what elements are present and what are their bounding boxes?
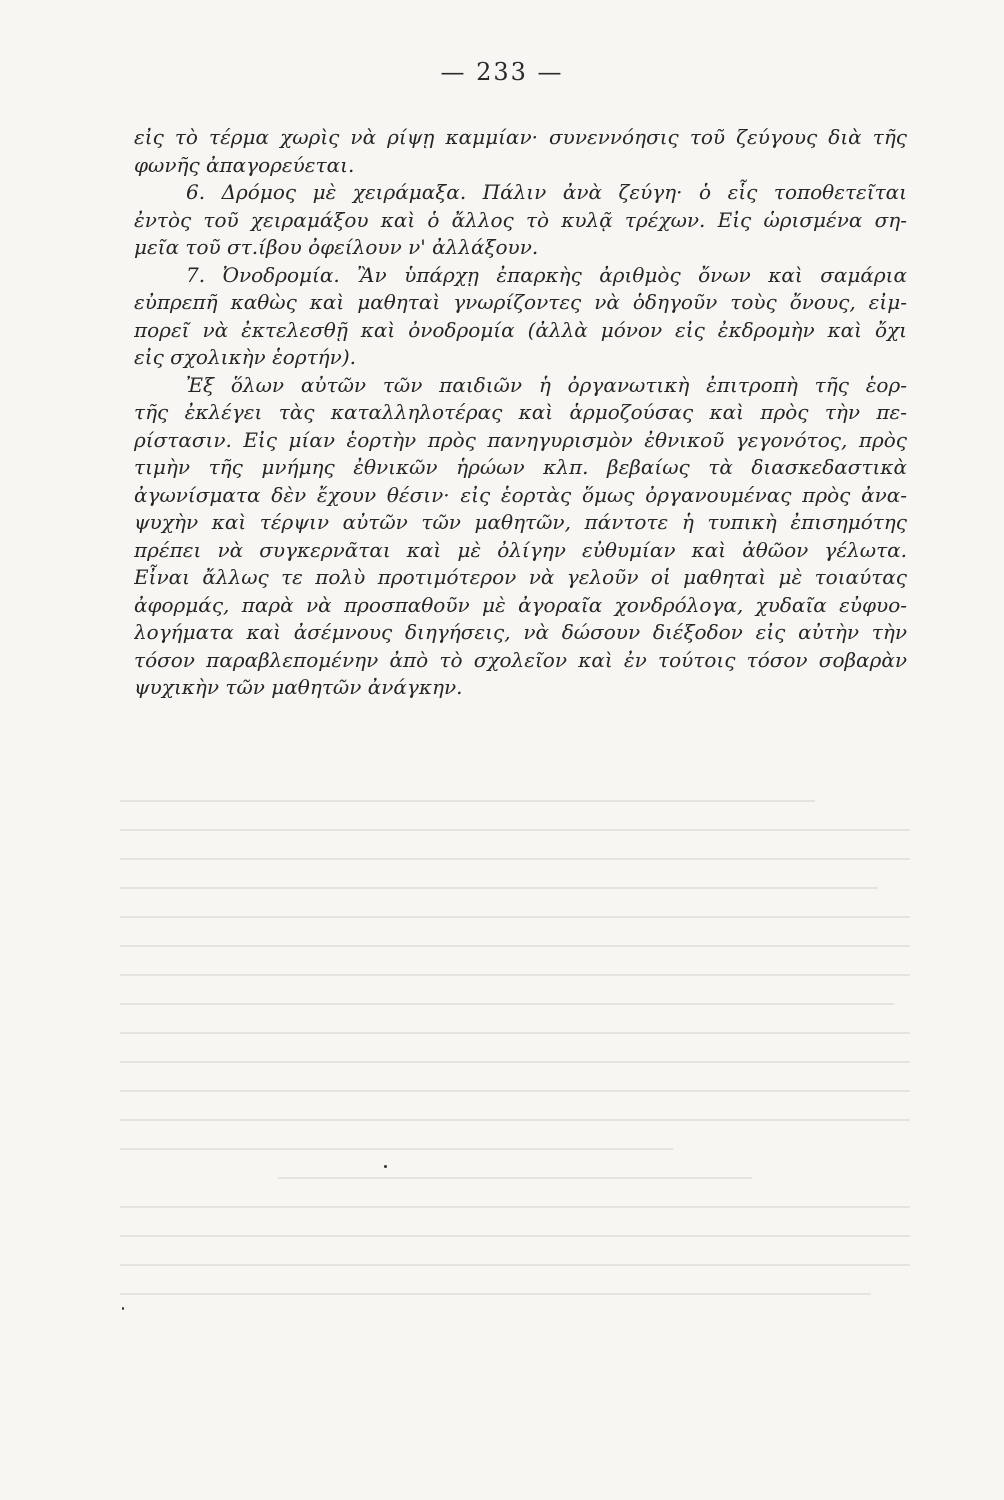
text-line: ἀγωνίσματα δὲν ἔχουν θέσιν· εἰς ἑορτὰς ὅμως ὀργανουμένας πρὸς ἀνα- [134,482,907,507]
text-line: τῆς ἐκλέγει τὰς καταλληλοτέρας καὶ ἁρμοζούσας καὶ πρὸς τὴν πε- [134,400,907,424]
text-line: φωνῆς ἀπαγορεύεται. [134,152,355,177]
body-text [134,124,907,702]
text-line: Εἶναι ἄλλως τε πολὺ προτιμότερον νὰ γελοῦν οἱ μαθηταὶ μὲ τοιαύτας [134,565,907,589]
text-line: τιμὴν τῆς μνήμης ἐθνικῶν ἡρώων κλπ. βεβαίως τὰ διασκεδαστικὰ [134,455,907,479]
text-line: 6. Δρόμος μὲ χειράμαξα. Πάλιν ἀνὰ ζεύγη· ὁ εἷς τοποθετεῖται [186,180,907,204]
ink-speck [384,1165,387,1168]
text-line: τόσον παραβλεπομένην ἀπὸ τὸ σχολεῖον καὶ ἐν τούτοις τόσον σοβαρὰν [134,647,907,672]
text-line: λογήματα καὶ ἀσέμνους διηγήσεις, νὰ δώσουν διέξοδον εἰς αὐτὴν τὴν [134,620,907,644]
text-line: εἰς τὸ τέρμα χωρὶς νὰ ρίψῃ καμμίαν· συνεννόησις τοῦ ζεύγους διὰ τῆς [134,125,907,149]
page-number: — 233 — [440,58,564,86]
text-line: ψυχὴν καὶ τέρψιν αὐτῶν τῶν μαθητῶν, πάντοτε ἡ τυπικὴ ἐπισημότης [134,510,907,534]
text-line: εὐπρεπῆ καθὼς καὶ μαθηταὶ γνωρίζοντες νὰ ὁδηγοῦν τοὺς ὄνους, εἰμ- [134,290,907,314]
text-line: πρέπει νὰ συγκερνᾶται καὶ μὲ ὀλίγην εὐθυμίαν καὶ ἀθῶον γέλωτα. [134,537,907,562]
show-through-text [120,800,910,1400]
text-line: ρίστασιν. Εἰς μίαν ἑορτὴν πρὸς πανηγυρισμὸν ἐθνικοῦ γεγονότος, πρὸς [134,427,907,452]
text-line: μεῖα τοῦ στ.ίβου ὀφείλουν ν' ἀλλάξουν. [134,235,539,259]
text-line: εἰς σχολικὴν ἑορτήν). [134,345,356,369]
text-line: ψυχικὴν τῶν μαθητῶν ἀνάγκην. [134,675,463,699]
text-line: Ἐξ ὅλων αὐτῶν τῶν παιδιῶν ἡ ὀργανωτικὴ ἐπιτροπὴ τῆς ἑορ- [186,372,907,397]
text-line: πορεῖ νὰ ἐκτελεσθῇ καὶ ὀνοδρομία (ἀλλὰ μόνον εἰς ἐκδρομὴν καὶ ὄχι [134,317,907,342]
ink-speck [122,1307,124,1310]
text-line: ἀφορμάς, παρὰ νὰ προσπαθοῦν μὲ ἀγοραῖα χονδρόλογα, χυδαῖα εὐφυο- [134,592,907,617]
text-line: ἐντὸς τοῦ χειραμάξου καὶ ὁ ἄλλος τὸ κυλᾷ τρέχων. Εἰς ὡρισμένα ση- [134,207,907,232]
text-line: 7. Ὀνοδρομία. Ἂν ὑπάρχῃ ἐπαρκὴς ἀριθμὸς ὄνων καὶ σαμάρια [186,262,907,287]
